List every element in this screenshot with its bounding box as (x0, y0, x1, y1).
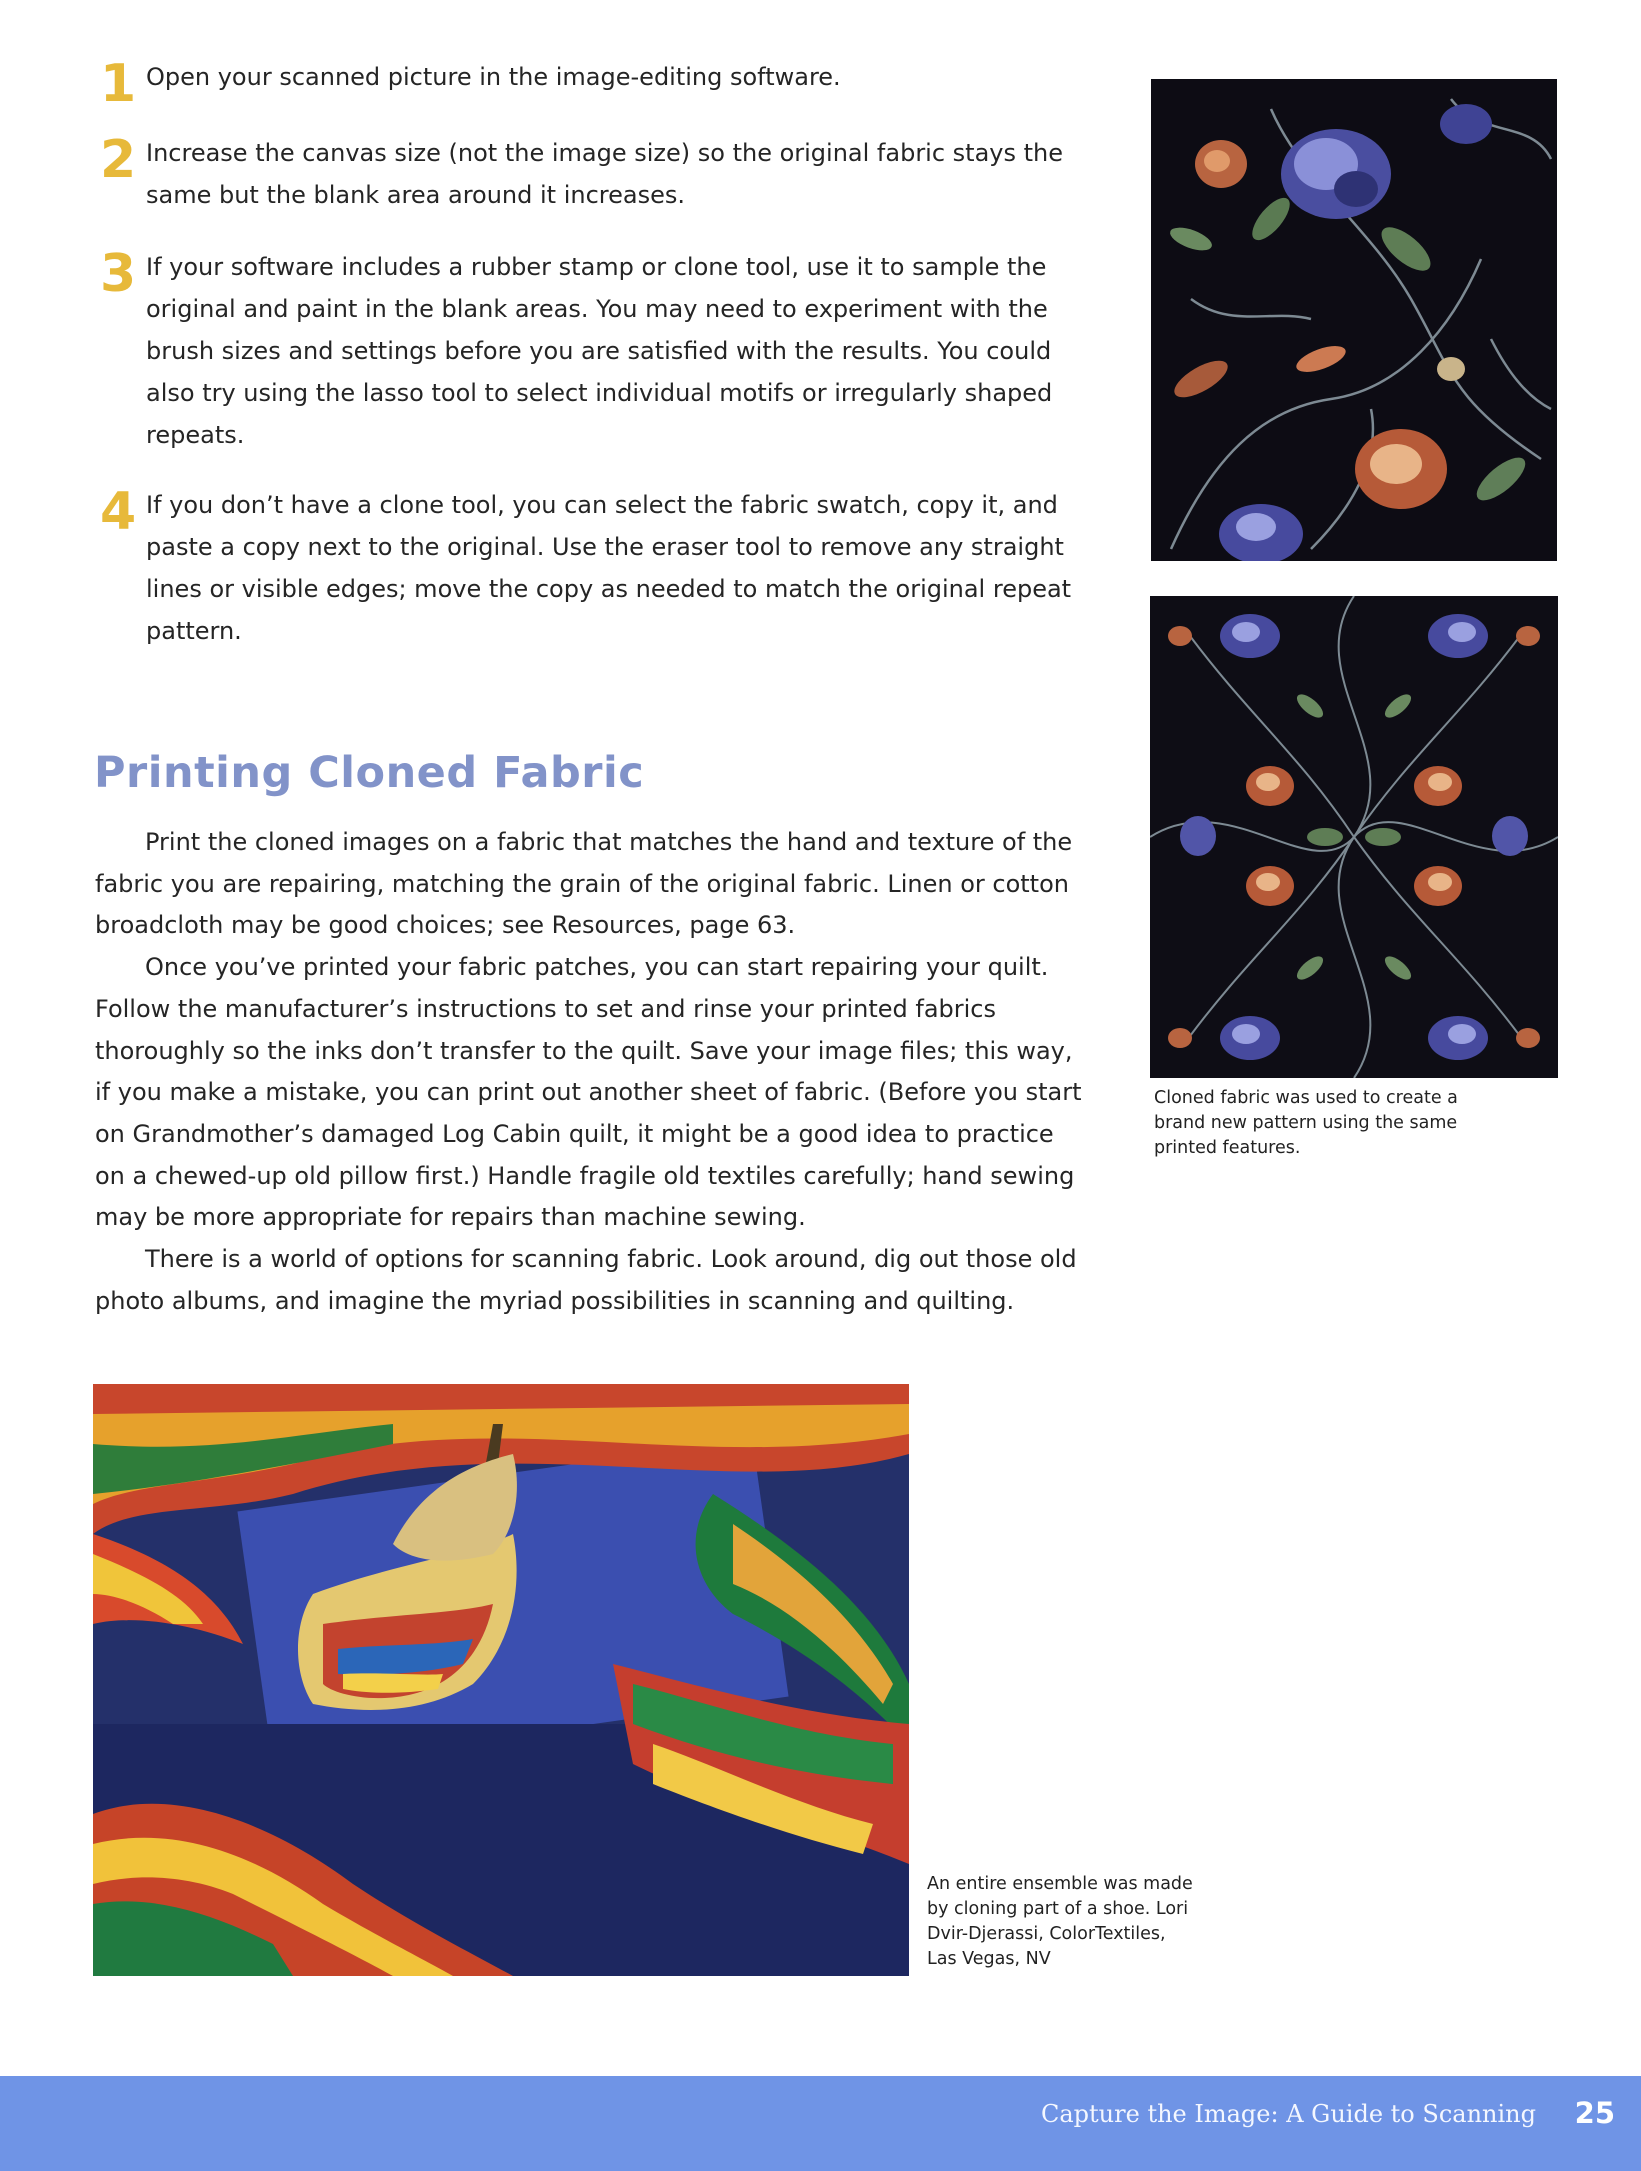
floral-fabric-illustration (1151, 79, 1557, 561)
ensemble-caption: An entire ensemble was made by cloning part of a shoe. Lori Dvir-Djerassi, ColorTextiles, Las Vegas, NV (927, 1874, 1193, 1969)
floral-fabric-photo (1151, 79, 1557, 561)
step-text: If you don’t have a clone tool, you can select the fabric swatch, copy it, and paste a copy next to the original. Use the eraser tool to remove any straight lines or visible edges; move the copy as needed to match the original repeat pattern. (146, 491, 1072, 645)
steps-list (96, 56, 1086, 680)
step-item (96, 132, 1086, 216)
body-paragraph: Once you’ve printed your fabric patches, you can start repairing your quilt. Follow the manufacturer’s instructions to set and rinse your printed fabrics thoroughly so the inks don’t transfer to the quilt. Save your image files; this way, if you make a mistake, you can print out another sheet of fabric. (Before you start on Grandmother’s damaged Log Cabin quilt, it might be a good idea to practice on a chewed-up old pillow first.) Handle fragile old textiles carefully; hand sewing may be more appropriate for repairs than machine sewing. (95, 953, 1082, 1232)
footer-title: Capture the Image: A Guide to Scanning (1041, 2100, 1536, 2128)
step-number: 1 (100, 54, 137, 114)
shoe-ensemble-illustration (93, 1384, 909, 1976)
step-text: If your software includes a rubber stamp or clone tool, use it to sample the original and paint in the blank areas. You may need to experiment with the brush sizes and settings before you are satisfied with the results. You could also try using the lasso tool to select individual motifs or irregularly shaped repeats. (146, 253, 1053, 449)
step-item (96, 484, 1086, 652)
section-body (95, 822, 1085, 1322)
section-title: Printing Cloned Fabric (94, 748, 645, 798)
step-text: Open your scanned picture in the image-editing software. (146, 63, 841, 91)
cloned-fabric-photo (1150, 596, 1558, 1078)
step-number: 4 (100, 482, 137, 542)
page-number: 25 (1574, 2096, 1615, 2130)
body-paragraph: Print the cloned images on a fabric that matches the hand and texture of the fabric you are repairing, matching the grain of the original fabric. Linen or cotton broadcloth may be good choices; see Resources, page 63. (95, 828, 1073, 940)
step-text: Increase the canvas size (not the image size) so the original fabric stays the same but the blank area around it increases. (146, 139, 1064, 209)
cloned-fabric-illustration (1150, 596, 1558, 1078)
body-paragraph: There is a world of options for scanning fabric. Look around, dig out those old photo albums, and imagine the myriad possibilities in scanning and quilting. (95, 1245, 1077, 1315)
step-item (96, 246, 1086, 456)
step-number: 2 (100, 130, 137, 190)
step-number: 3 (100, 244, 137, 304)
cloned-fabric-caption: Cloned fabric was used to create a brand new pattern using the same printed features. (1154, 1088, 1458, 1158)
shoe-ensemble-photo (93, 1384, 909, 1976)
step-item (96, 54, 1086, 114)
